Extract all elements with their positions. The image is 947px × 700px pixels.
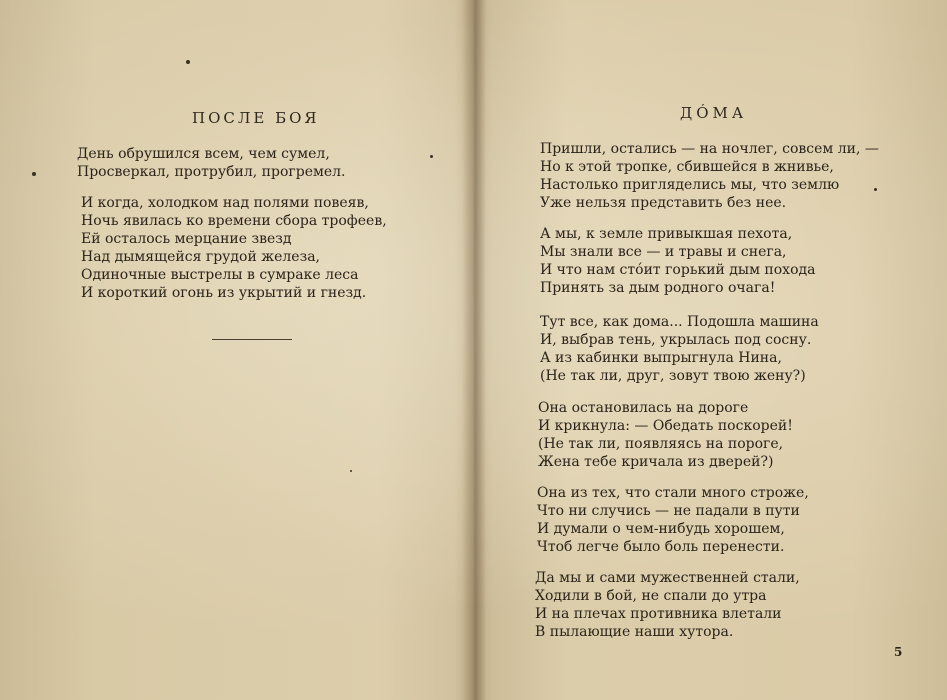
poem-line: А мы, к земле привыкшая пехота,: [540, 226, 793, 242]
poem-line: Что ни случись — не падали в пути: [537, 503, 800, 519]
poem-line: Да мы и сами мужественней стали,: [535, 570, 800, 586]
poem-line: Ночь явилась ко времени сбора трофеев,: [81, 213, 387, 229]
poem-line: Ходили в бой, не спали до утра: [535, 588, 767, 604]
right-stanza-4: [538, 399, 793, 471]
paper-speck: [32, 172, 36, 176]
paper-speck: [874, 188, 877, 191]
poem-line: Но к этой тропке, сбившейся в жнивье,: [540, 159, 834, 175]
right-stanza-5: [537, 484, 809, 556]
poem-line: Жена тебе кричала из дверей?): [538, 454, 774, 470]
paper-speck: [430, 155, 433, 158]
poem-line: Она из тех, что стали много строже,: [537, 485, 809, 501]
poem-line: И короткий огонь из укрытий и гнезд.: [81, 285, 367, 301]
poem-line: (Не так ли, друг, зовут твою жену?): [540, 368, 806, 384]
poem-line: Настолько пригляделись мы, что землю: [540, 177, 840, 193]
poem-line: Над дымящейся грудой железа,: [81, 249, 321, 265]
poem-line: Ей осталось мерцание звезд: [81, 231, 292, 247]
right-stanza-2: [540, 225, 815, 297]
poem-line: В пылающие наши хутора.: [535, 624, 734, 640]
poem-line: День обрушился всем, чем сумел,: [77, 146, 330, 162]
poem-line: И крикнула: — Обедать поскорей!: [538, 418, 793, 434]
left-page: [0, 0, 470, 700]
poem-line: И что нам стóит горький дым похода: [540, 262, 816, 278]
poem-line: И, выбрав тень, укрылась под сосну.: [540, 332, 812, 348]
left-page-title: ПОСЛЕ БОЯ: [192, 109, 320, 127]
poem-line: И думали о чем-нибудь хорошем,: [537, 521, 785, 537]
right-stanza-1: [540, 140, 879, 212]
right-page-title: ДÓМА: [680, 104, 748, 122]
right-stanza-3: [540, 313, 819, 385]
poem-line: Мы знали все — и травы и снега,: [540, 244, 787, 260]
poem-line: И на плечах противника влетали: [535, 606, 782, 622]
poem-line: Уже нельзя представить без нее.: [540, 195, 787, 211]
left-stanza-1: [77, 145, 346, 181]
poem-line: Чтоб легче было боль перенести.: [537, 539, 785, 555]
left-stanza-2: [81, 194, 387, 302]
poem-line: Принять за дым родного очага!: [540, 280, 776, 296]
poem-line: Пришли, остались — на ночлег, совсем ли, —: [540, 141, 879, 157]
poem-line: (Не так ли, появляясь на пороге,: [538, 436, 784, 452]
page-number: 5: [894, 645, 903, 659]
poem-line: Просверкал, протрубил, прогремел.: [77, 164, 346, 180]
right-stanza-6: [535, 569, 800, 641]
paper-speck: [186, 60, 190, 64]
section-divider: [212, 339, 292, 340]
poem-line: А из кабинки выпрыгнула Нина,: [540, 350, 782, 366]
poem-line: Тут все, как дома... Подошла машина: [540, 314, 819, 330]
poem-line: Она остановилась на дороге: [538, 400, 749, 416]
poem-line: И когда, холодком над полями повеяв,: [81, 195, 369, 211]
paper-speck: [350, 470, 352, 472]
poem-line: Одиночные выстрелы в сумраке леса: [81, 267, 359, 283]
